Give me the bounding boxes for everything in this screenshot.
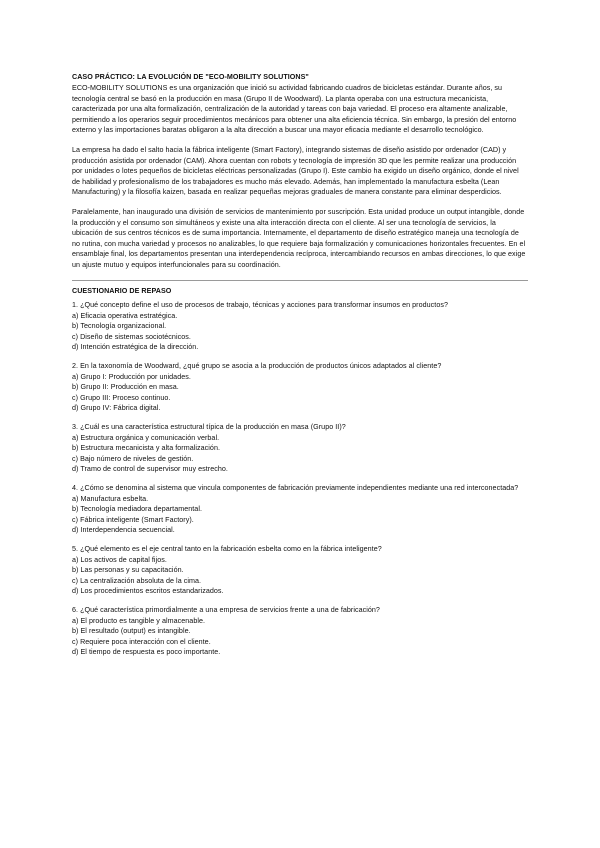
question-text: 1. ¿Qué concepto define el uso de procesos de trabajo, técnicas y acciones para transformar insumos en productos? <box>72 301 448 310</box>
case-paragraph-3: Paralelamente, han inaugurado una división de servicios de mantenimiento por suscripción. Esta unidad produce un output intangible, donde la producción y el consumo son simultáneos y existe una alta interacción directa con el cliente. Al ser una tecnología de servicios, la ubicación de sus centros técnicos es de suma importancia. Internamente, el departamento de diseño estratégico maneja una tecnología de no rutina, con mucha variedad y procesos no analizables, lo que requiere baja formalización y comunicaciones horizontales frecuentes. En el ensamblaje final, los departamentos presentan una interdependencia recíproca, intercambiando recursos en ambas direcciones, lo que exige un ajuste mutuo y equipos interfuncionales para su coordinación. <box>72 208 526 269</box>
option-c: c) Fábrica inteligente (Smart Factory). <box>72 515 194 524</box>
option-b: b) Tecnología mediadora departamental. <box>72 505 202 514</box>
option-c: c) Bajo número de niveles de gestión. <box>72 454 194 463</box>
question-2 <box>72 361 528 413</box>
option-d: d) Grupo IV: Fábrica digital. <box>72 403 161 412</box>
option-c: c) Diseño de sistemas sociotécnicos. <box>72 332 191 341</box>
option-b: b) Grupo II: Producción en masa. <box>72 383 179 392</box>
document-page <box>72 72 528 667</box>
option-a: a) Los activos de capital fijos. <box>72 555 167 564</box>
question-6 <box>72 605 528 657</box>
question-text: 5. ¿Qué elemento es el eje central tanto en la fabricación esbelta como en la fábrica inteligente? <box>72 545 382 554</box>
section-divider <box>72 280 528 281</box>
question-1 <box>72 300 528 352</box>
option-a: a) Manufactura esbelta. <box>72 494 149 503</box>
option-d: d) Los procedimientos escritos estandarizados. <box>72 587 224 596</box>
case-paragraph-2: La empresa ha dado el salto hacia la fábrica inteligente (Smart Factory), integrando sistemas de diseño asistido por ordenador (CAD) y producción asistida por ordenador (CAM). Ahora cuentan con robots y tecnología de impresión 3D que les permite realizar una producción por unidades o lotes pequeños de bicicletas eléctricas personalizadas (Grupo I). Este cambio ha exigido un diseño orgánico, donde el nivel de habilidad y profesionalismo de los trabajadores es mucho más elevado. Además, han implementado la manufactura esbelta (Lean Manufacturing) y la filosofía kaizen, basada en realizar pequeñas mejoras graduales de manera constante para eliminar desperdicios. <box>72 146 519 197</box>
question-4 <box>72 483 528 535</box>
case-paragraph-1: ECO-MOBILITY SOLUTIONS es una organización que inició su actividad fabricando cuadros de bicicletas estándar. Durante años, su tecnología central se basó en la producción en masa (Grupo II de Woodward). La planta operaba con una estructura mecanicista, caracterizada por una alta formalización, centralización de la autoridad y tareas con baja variedad. El proceso era altamente analizable, permitiendo a los operarios seguir procedimientos mecánicos para obtener una alta eficiencia técnica. Sin embargo, la presión del entorno externo y las importaciones baratas obligaron a la alta dirección a buscar una mayor eficacia mediante el desarrollo tecnológico. <box>72 84 517 135</box>
option-d: d) El tiempo de respuesta es poco importante. <box>72 648 221 657</box>
question-3 <box>72 422 528 474</box>
option-a: a) El producto es tangible y almacenable. <box>72 616 206 625</box>
option-a: a) Estructura orgánica y comunicación verbal. <box>72 433 220 442</box>
option-c: c) Grupo III: Proceso continuo. <box>72 393 171 402</box>
question-text: 6. ¿Qué característica primordialmente a una empresa de servicios frente a una de fabricación? <box>72 606 380 615</box>
case-title: CASO PRÁCTICO: LA EVOLUCIÓN DE "ECO-MOBILITY SOLUTIONS" <box>72 73 309 81</box>
question-text: 3. ¿Cuál es una característica estructural típica de la producción en masa (Grupo II)? <box>72 423 346 432</box>
option-b: b) El resultado (output) es intangible. <box>72 627 191 636</box>
option-d: d) Tramo de control de supervisor muy estrecho. <box>72 465 228 473</box>
question-5 <box>72 544 528 596</box>
option-c: c) La centralización absoluta de la cima. <box>72 576 202 585</box>
option-a: a) Grupo I: Producción por unidades. <box>72 372 191 381</box>
option-d: d) Intención estratégica de la dirección. <box>72 342 199 351</box>
question-text: 4. ¿Cómo se denomina al sistema que vincula componentes de fabricación previamente independientes mediante una red interconectada? <box>72 484 519 493</box>
option-b: b) Tecnología organizacional. <box>72 322 167 331</box>
option-d: d) Interdependencia secuencial. <box>72 526 175 535</box>
option-a: a) Eficacia operativa estratégica. <box>72 311 178 320</box>
question-text: 2. En la taxonomía de Woodward, ¿qué grupo se asocia a la producción de productos únicos adaptados al cliente? <box>72 362 442 371</box>
quiz-title: CUESTIONARIO DE REPASO <box>72 286 172 295</box>
option-b: b) Las personas y su capacitación. <box>72 566 184 575</box>
option-b: b) Estructura mecanicista y alta formalización. <box>72 444 220 453</box>
option-c: c) Requiere poca interacción con el cliente. <box>72 637 211 646</box>
